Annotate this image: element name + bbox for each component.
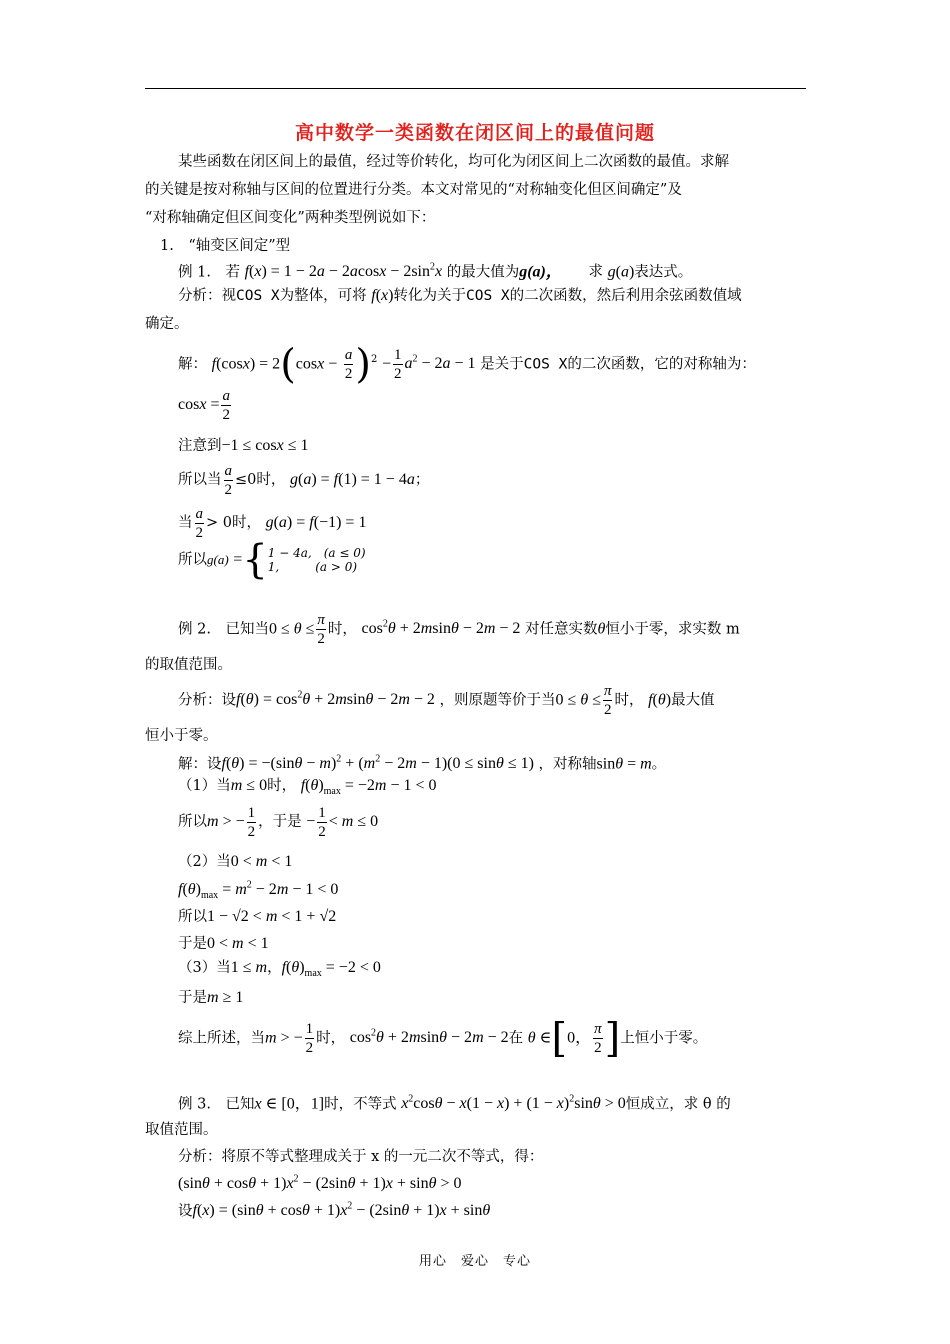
case-3: （3）当1 ≤ m，$f(\theta)_{max} = -2 < 0$ xyxy=(178,959,381,980)
intro-line-1: 某些函数在闭区间上的最值，经过等价转化，均可化为闭区间上二次函数的最值。求解 xyxy=(178,154,729,170)
intro-line-2: 的关键是按对称轴与区间的位置进行分类。本文对常见的“对称轴变化但区间确定”及 xyxy=(145,182,682,198)
example-2-line-2: 的取值范围。 xyxy=(145,657,232,673)
example-2-analysis-line-2: 恒小于零。 xyxy=(145,728,218,744)
case-3-result: 于是m ≥ 1 xyxy=(178,989,244,1006)
example-2-conclusion: 综上所述，当m > − $\frac{1}{2}$ 时， $\cos^2\theta + 2msin\theta - 2m - 2$在 θ ∈[0， $\frac{\pi}{2}$ ]上恒小于零。 xyxy=(178,1015,708,1062)
example-2-analysis: 分析：设$f(\theta) = \cos^2\theta + 2msin\theta - 2m - 2$ ，则原题等价于当0 ≤ θ ≤ $\frac{\pi}{2}$ 时， f(θ)最大值 xyxy=(178,682,715,718)
page-footer: 用心 爱心 专心 xyxy=(418,1254,531,1269)
intro-line-3: “对称轴确定但区间变化”两种类型例说如下： xyxy=(145,210,436,226)
case-2-result: 于是0 < m < 1 xyxy=(178,935,269,952)
example-2-solution: 解：设$f(\theta) = -(\sin\theta - m)^2 + (m^2 - 2m - 1)(0 \le \sin\theta \le 1)$ ，对称轴sinθ = m。 xyxy=(178,754,667,773)
example-1-analysis-line-2: 确定。 xyxy=(145,316,189,332)
page-title: 高中数学一类函数在闭区间上的最值问题 xyxy=(294,122,655,144)
example-3-inequality: $(\sin\theta + \cos\theta + 1)x^2 - (2\sin\theta + 1)x + \sin\theta > 0$ xyxy=(178,1174,462,1193)
example-3-function: 设$f(x) = (\sin\theta + \cos\theta + 1)x^2 - (2\sin\theta + 1)x + \sin\theta$ xyxy=(178,1201,491,1220)
section-heading: 1. “轴变区间定”型 xyxy=(160,238,291,254)
example-1-analysis: 分析：视COS X为整体，可将 f(x)转化为关于COS X的二次函数，然后利用余弦函数值域 xyxy=(178,287,742,304)
example-1-statement: 例 1. 若 $f(x) = 1 - 2a - 2acosx - 2\sin^2x$ 的最大值为g(a)， 求 g(a)表达式。 xyxy=(178,262,693,281)
case-1-result: 所以m > − $\frac{1}{2}$ ，于是 − $\frac{1}{2}$ < m ≤ 0 xyxy=(178,804,379,840)
case-a-positive: 当 $\frac{a}{2}$ > 0时， g(a) = f(−1) = 1 xyxy=(178,505,367,541)
case-a-nonpositive: 所以当 $\frac{a}{2}$ ≤0时， g(a) = f(1) = 1 − 4a； xyxy=(178,462,430,498)
case-2-max: $f(\theta)_{max} = m^2 - 2m - 1 < 0$ xyxy=(178,880,339,902)
example-3-analysis: 分析：将原不等式整理成关于 x 的一元二次不等式，得： xyxy=(178,1149,544,1165)
example-1-solution: 解： f(cosx) = 2(cosx − $\frac{a}{2}$ )$^2$ − $\frac{1}{2}$ $a^2 - 2a - 1$ 是关于COS X的二次函数，它的对称轴为： xyxy=(178,341,756,388)
case-2: （2）当0 < m < 1 xyxy=(178,853,293,870)
axis-of-symmetry: cosx = $\frac{a}{2}$ xyxy=(178,387,230,423)
case-2-so: 所以1 − √2 < m < 1 + √2 xyxy=(178,908,337,925)
example-2-statement: 例 2. 已知当0 ≤ θ ≤ $\frac{\pi}{2}$ 时， $\cos^2\theta + 2msin\theta - 2m - 2$ 对任意实数θ恒小于零，求实数 m xyxy=(178,611,740,647)
example-3-statement: 例 3. 已知x ∈ [0，1]时，不等式 $x^2\cos\theta - x(1 - x) + (1 - x)^2\sin\theta > 0$恒成立，求 θ 的 xyxy=(178,1094,731,1113)
case-1: （1）当m ≤ 0时， $f(\theta)_{max} = -2m - 1 < 0$ xyxy=(178,777,437,798)
note-range: 注意到−1 ≤ cosx ≤ 1 xyxy=(178,437,309,454)
example-3-line-2: 取值范围。 xyxy=(145,1122,218,1138)
header-rule xyxy=(145,88,806,89)
piecewise-result: 所以g(a) ={ 1 − 4a, (a ≤ 0) 1, (a > 0) xyxy=(178,537,366,583)
